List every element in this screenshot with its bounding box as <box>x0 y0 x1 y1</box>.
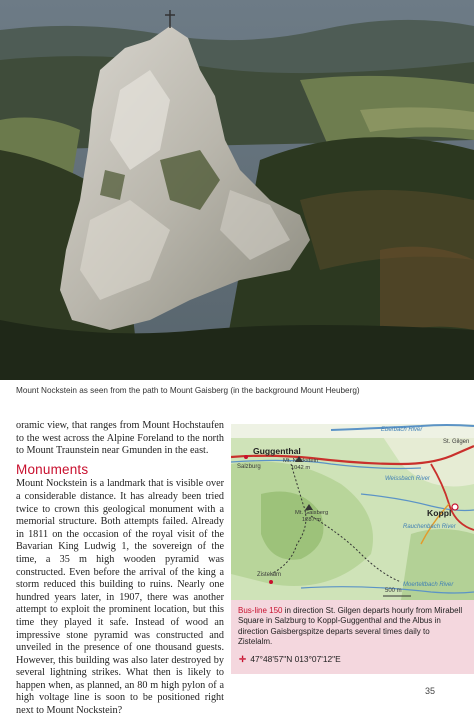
intro-paragraph: oramic view, that ranges from Mount Hochstaufen to the west across the Alpine Foreland to the north to Mount Traunstein near Gmunden in the east. <box>16 420 224 457</box>
map-label-weissbach: Weissbach River <box>385 476 430 482</box>
map-label-salzburg: Salzburg <box>237 464 261 470</box>
map-label-stgilgen: St. Gilgen <box>443 439 470 445</box>
busline-label: Bus-line 150 <box>238 606 283 615</box>
photo-caption: Mount Nockstein as seen from the path to Mount Gaisberg (in the background Mount Heuberg) <box>16 386 360 395</box>
gps-coordinates <box>231 654 341 664</box>
monuments-paragraph: Mount Nockstein is a landmark that is visible over a considerable distance. It has already been tried twice to crown this geological monument with a memorial structure. Both attempts failed. Already in 1811 on the occasion of the royal visit of the Bavarian King Ludwig 1, the sovereign of the time, a 35 m high wooden pyramid was constructed. Even before the arrival of the king a storm reduced this building to ruins. Nearly one hundred years later, in 1907, there was another attempt to exploit the prominent location, but this time they played it safe. Instead of wood an impressive stone pyramid was constructed and unveiled in the presence of one thousand guests. However, this building was also later destroyed by several lightning strikes. What then is likely to happen when, as planned, an 80 m high pylon of a high voltage line is soon to be positioned right next to Mount Nockstein? <box>16 478 224 717</box>
route-map <box>231 424 474 600</box>
gps-pin-icon: ✛ <box>239 654 247 664</box>
coordinates-text: 47°48'57"N 013°07'12"E <box>250 654 341 664</box>
section-heading: Monuments <box>16 461 89 477</box>
map-label-nockstein <box>283 458 318 471</box>
map-scale-label: 500 m <box>385 588 402 594</box>
nockstein-altitude: 1042 m <box>290 464 311 471</box>
gaisberg-altitude: 1287 m <box>301 516 322 523</box>
map-label-gaisberg <box>295 510 328 523</box>
map-label-guggenthal: Guggenthal <box>253 446 301 456</box>
map-label-rauchenbach: Rauchenbach River <box>403 524 456 530</box>
map-label-eberbach: Eberbach River <box>381 427 423 433</box>
map-label-koppl: Koppl <box>427 508 452 518</box>
body-column <box>16 420 224 718</box>
map-label-zistelalm: Zistelalm <box>257 572 282 578</box>
transit-info-text: in direction St. Gilgen departs hourly from Mirabell Square in Salzburg to Koppl-Guggenthal and the Albus in direction Gaisbergspitze departs several times daily to Zistelalm. <box>238 606 463 646</box>
nockstein-name: Mt. Nockstein <box>283 458 319 464</box>
page-number: 35 <box>424 686 435 696</box>
map-label-moerteltbach: Moerteltbach River <box>403 582 454 588</box>
gaisberg-name: Mt. Gaisberg <box>295 510 329 516</box>
